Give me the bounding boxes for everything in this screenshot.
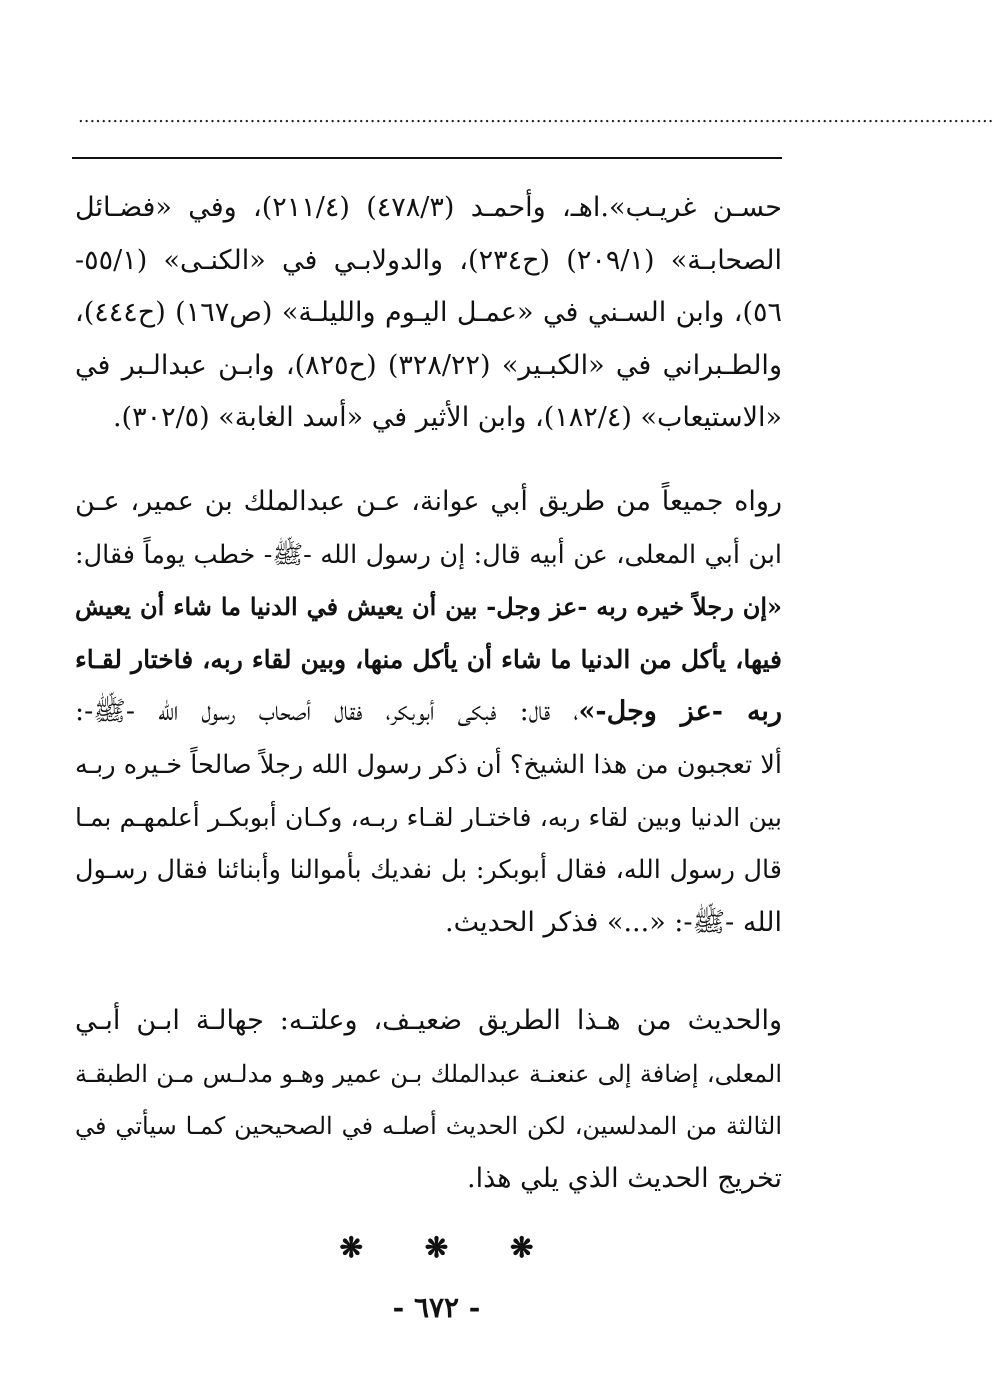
- footnote-separator-line: [72, 157, 782, 159]
- grading-line: الثالثة من المدلسين، لكن الحديث أصلـه في الصحيحين كمـا سيأتي في: [75, 1112, 782, 1141]
- narration-line: بين الدنيا وبين لقاء ربه، فاختـار لقـاء ربـه، وكـان أبوبكـر أعلمهـم بمـا: [75, 802, 782, 832]
- narration-line: قال رسول الله، فقال أبوبكر: بل نفديك بأموالنا وأبنائنا فقال رسـول: [75, 855, 782, 886]
- section-separator-stars: [0, 1228, 873, 1268]
- star-ornament-icon: ❋: [339, 1231, 364, 1264]
- footnote-line: والطـبراني في «الكبـير» (٣٢٨/٢٢) (ح٨٢٥)، وابـن عبدالـبر في: [75, 349, 782, 381]
- footnote-line: حسـن غريـب».اهـ، وأحمـد (٤٧٨/٣) (٢١١/٤)، وفي «فضـائل: [75, 192, 782, 223]
- hadith-text-line: «إن رجلاً خيره ربه -عز وجل- بين أن يعيش في الدنيا ما شاء أن يعيش: [75, 592, 782, 622]
- narration-line: الله -ﷺ-: «...» فذكر الحديث.: [445, 906, 782, 938]
- footnote-line: الصحابـة» (٢٠٩/١) (ح٢٣٤)، والدولابـي في «الكنـى» (٥٥/١-: [75, 244, 782, 276]
- narration-line: [75, 686, 782, 739]
- footnote-line: «الاستيعاب» (١٨٢/٤)، وابن الأثير في «أسد الغابة» (٣٠٢/٥).: [112, 402, 782, 434]
- hadith-text-end: ربه -عز وجل-»: [578, 696, 782, 728]
- narration-line: رواه جميعاً من طريق أبي عوانة، عـن عبدالملك بن عمير، عـن: [75, 486, 782, 517]
- hadith-grading-paragraph: [75, 995, 782, 1205]
- footnote-line: ٥٦)، وابن السـني في «عمـل اليـوم والليلـة» (ص١٦٧) (ح٤٤٤)،: [75, 297, 782, 329]
- dotted-divider: ................................................................................................................................................................: [78, 106, 993, 127]
- narration-continuation: ، قال: فبكى أبوبكر، فقال أصحاب رسول الله -ﷺ-:: [75, 696, 579, 728]
- star-ornament-icon: ❋: [509, 1231, 534, 1264]
- star-ornament-icon: ❋: [424, 1231, 449, 1264]
- narration-line: ألا تعجبون من هذا الشيخ؟ أن ذكر رسول الله رجلاً صالحاً خـيره ربـه: [75, 749, 782, 780]
- page-number: - ٦٧٢ -: [392, 1291, 481, 1324]
- footnote-citations: [75, 182, 782, 445]
- grading-line: تخريج الحديث الذي يلي هذا.: [467, 1162, 782, 1194]
- grading-line: المعلى، إضافة إلى عنعنـة عبدالملك بـن عمير وهـو مدلـس مـن الطبقـة: [75, 1059, 782, 1088]
- grading-line: والحديث من هـذا الطريق ضعيـف، وعلتـه: جهالـة ابـن أبـي: [75, 1005, 782, 1036]
- narration-line: ابن أبي المعلى، عن أبيه قال: إن رسول الله -ﷺ- خطب يوماً فقال:: [75, 539, 782, 570]
- hadith-narration-paragraph: [75, 476, 782, 949]
- hadith-text-line: فيها، يأكل من الدنيا ما شاء أن يأكل منها، وبين لقاء ربه، فاختار لقـاء: [75, 644, 782, 674]
